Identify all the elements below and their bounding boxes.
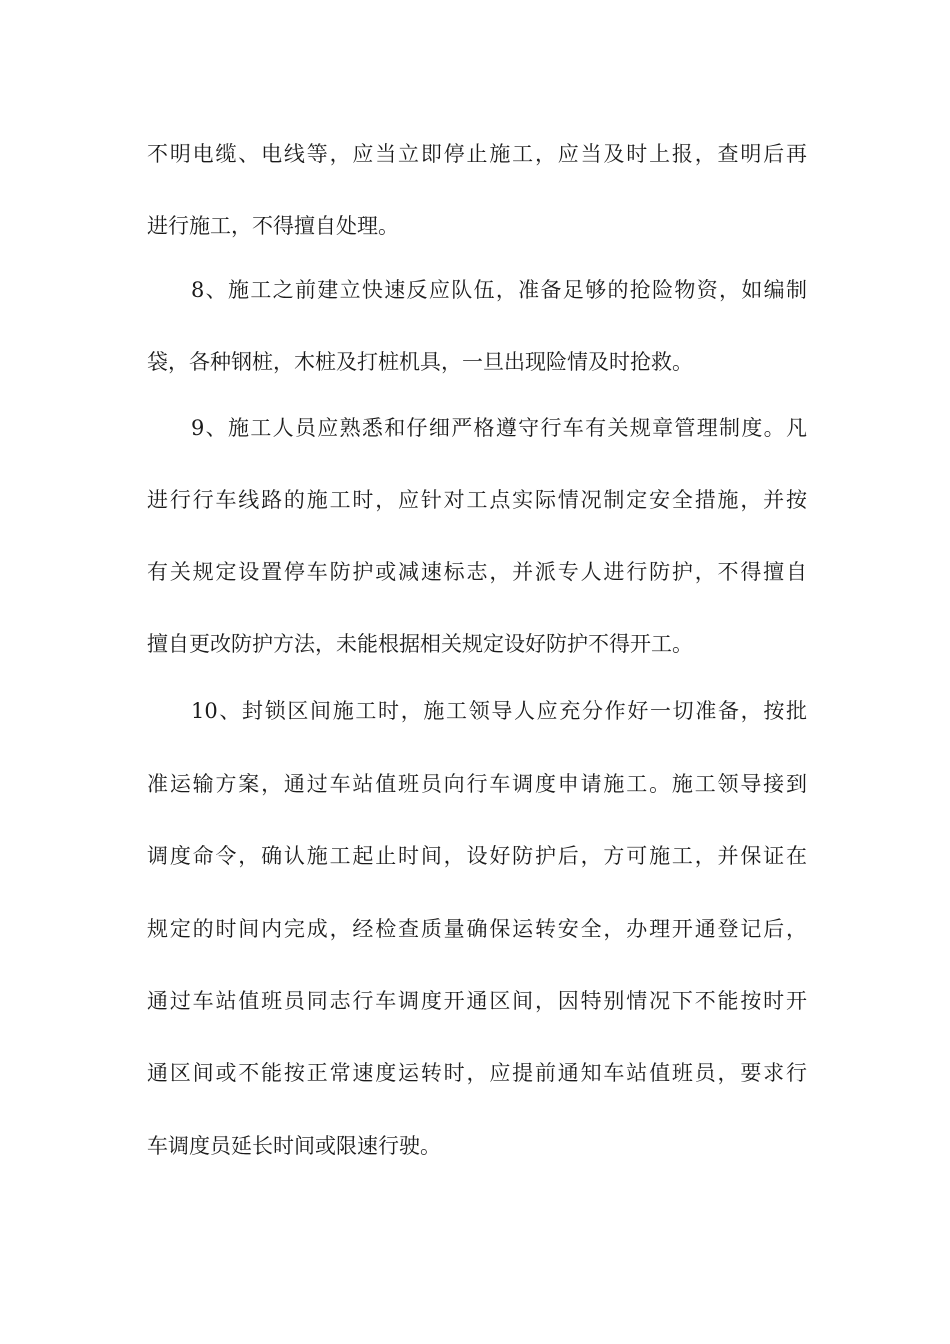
text-line: 调度命令，确认施工起止时间，设好防护后，方可施工，并保证在: [147, 844, 807, 868]
text-line: 10、封锁区间施工时，施工领导人应充分作好一切准备，按批: [191, 699, 807, 723]
text-line: 进行行车线路的施工时，应针对工点实际情况制定安全措施，并按: [147, 488, 807, 512]
text-line: 袋，各种钢桩，木桩及打桩机具，一旦出现险情及时抢救。: [147, 350, 693, 374]
text-line: 不明电缆、电线等，应当立即停止施工，应当及时上报，查明后再: [147, 142, 807, 166]
text-line: 8、施工之前建立快速反应队伍，准备足够的抢险物资，如编制: [191, 278, 807, 302]
text-line: 规定的时间内完成，经检查质量确保运转安全，办理开通登记后，: [147, 917, 807, 941]
text-line: 通区间或不能按正常速度运转时，应提前通知车站值班员，要求行: [147, 1061, 807, 1085]
text-line: 进行施工，不得擅自处理。: [147, 214, 399, 238]
text-line: 车调度员延长时间或限速行驶。: [147, 1134, 441, 1158]
text-line: 擅自更改防护方法，未能根据相关规定设好防护不得开工。: [147, 632, 693, 656]
text-line: 准运输方案，通过车站值班员向行车调度申请施工。施工领导接到: [147, 772, 807, 796]
text-line: 通过车站值班员同志行车调度开通区间，因特别情况下不能按时开: [147, 989, 807, 1013]
text-line: 有关规定设置停车防护或减速标志，并派专人进行防护，不得擅自: [147, 560, 807, 584]
text-line: 9、施工人员应熟悉和仔细严格遵守行车有关规章管理制度。凡: [191, 416, 807, 440]
